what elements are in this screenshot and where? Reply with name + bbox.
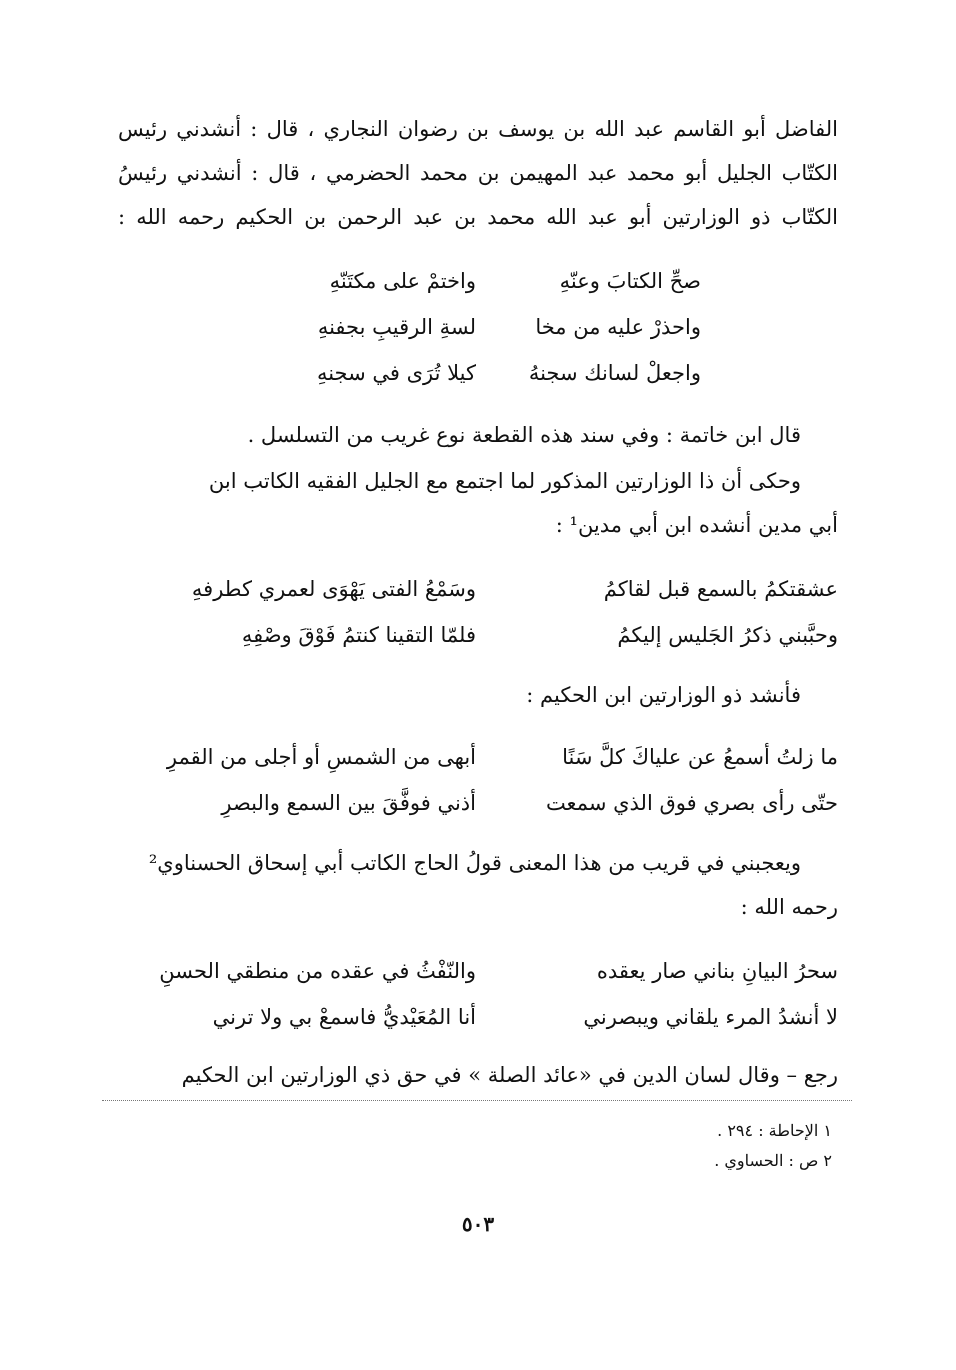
poem-hemistich-right: حتّى رأى بصري فوق الذي سمعت [545,791,838,815]
poem-hemistich-left: أنا المُعَيْديُّ فاسمعْ بي ولا ترني [212,1005,476,1029]
prose-line: ويعجبني في قريب من هذا المعنى قولُ الحاج الكاتب أبي إسحاق الحسناوي² [148,851,801,875]
poem-hemistich-right: واحذرْ عليه من مخا [535,315,701,339]
poem-hemistich-left: لسةِ الرقيبِ بجفنهِ [317,315,476,339]
poem-hemistich-left: كيلا تُرَى في سجنهِ [316,361,476,385]
prose-line: الفاضل أبو القاسم عبد الله بن يوسف بن رضوان النجاري ، قال : أنشدني رئيس [118,117,838,141]
prose-line: قال ابن خاتمة : وفي سند هذه القطعة نوع غريب من التسلسل . [247,423,801,447]
footnote: ٢ ص : الحساوي . [714,1151,832,1170]
poem-hemistich-right: صحِّ الكتابَ وعنّهِ [559,269,701,293]
prose-line: رجع – وقال لسان الدين في «عائد الصلة » في حق ذي الوزارتين ابن الحكيم [181,1063,838,1087]
poem-hemistich-left: أبهى من الشمسِ أو أجلى من القمرِ [166,745,476,769]
prose-line: رحمه الله : [740,895,838,919]
prose-line: الكتّاب ذو الوزارتين أبو عبد الله محمد بن عبد الرحمن بن الحكيم رحمه الله : [118,205,838,229]
poem-hemistich-left: فلمّا التقينا كنتمُ فَوْقَ وصْفِهِ [241,623,476,647]
prose-line: وحكى أن ذا الوزارتين المذكور لما اجتمع مع الجليل الفقيه الكاتب ابن [208,469,801,493]
poem-hemistich-right: عشقتكمُ بالسمع قبل لقاكمُ [603,577,838,601]
poem-hemistich-left: واختمْ على مكتَنّهِ [329,269,476,293]
footnote: ١ الإحاطة : ٢٩٤ . [717,1121,832,1140]
prose-line: الكتّاب الجليل أبو محمد عبد المهيمن بن محمد الحضرمي ، قال : أنشدني رئيسُ [118,161,838,185]
poem-hemistich-right: وحبَّبني ذكرُ الجَليس إليكمُ [617,623,838,647]
prose-line: أبي مدين أنشده ابن أبي مدين¹ : [555,513,838,537]
prose-line: فأنشد ذو الوزارتين ابن الحكيم : [526,683,801,707]
poem-hemistich-left: والنّفْثُ في عقده من منطقي الحسنِ [159,959,476,983]
poem-hemistich-left: أذني فوفَّقَ بين السمع والبصرِ [221,791,476,815]
poem-hemistich-left: وسَمْعُ الفتى يَهْوَى لعمري كطرفهِ [191,577,476,601]
footnote-divider [102,1100,852,1101]
poem-hemistich-right: لا أنشدُ المرء يلقاني ويبصرني [583,1005,838,1029]
poem-hemistich-right: سحرُ البيانِ بناني صار يعقده [596,959,838,983]
page-number: ٥٠٣ [461,1212,495,1236]
poem-hemistich-right: ما زلتُ أسمعُ عن علياكَ كلَّ سَنًا [562,745,838,769]
poem-hemistich-right: واجعلْ لسانك سجنهُ [528,361,701,385]
